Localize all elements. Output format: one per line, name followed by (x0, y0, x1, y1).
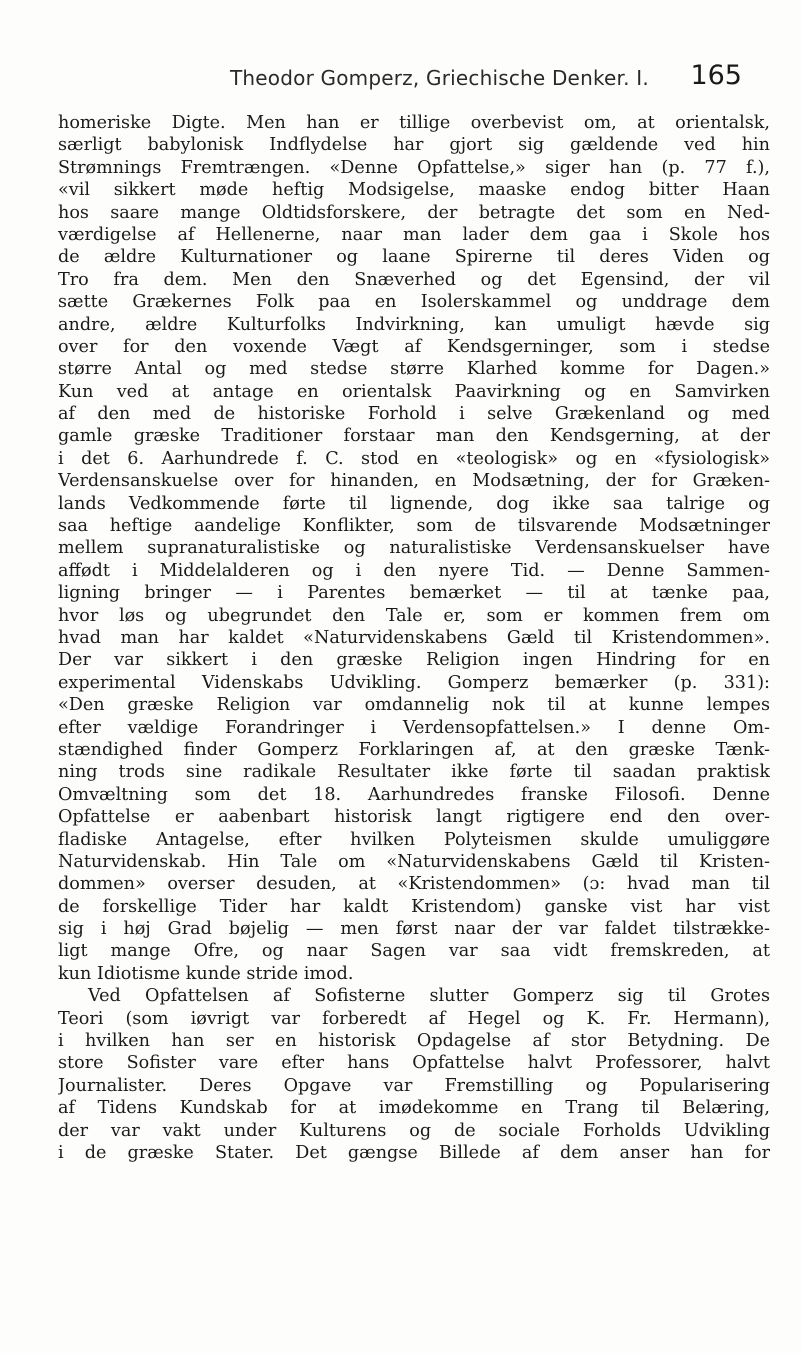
text-line: lands Vedkommende førte til lignende, dog ikke saa talrige og (58, 493, 770, 514)
text-line: fladiske Antagelse, efter hvilken Polyteismen skulde umuliggøre (58, 829, 770, 850)
text-line: over for den voxende Vægt af Kendsgerninger, som i stedse (58, 336, 770, 357)
text-line: værdigelse af Hellenerne, naar man lader dem gaa i Skole hos (58, 224, 770, 245)
text-line: experimental Videnskabs Udvikling. Gomperz bemærker (p. 331): (58, 672, 770, 693)
text-line: efter vældige Forandringer i Verdensopfattelsen.» I denne Om- (58, 717, 770, 738)
text-line: ligt mange Ofre, og naar Sagen var saa vidt fremskreden, at (58, 941, 770, 962)
text-line: ning trods sine radikale Resultater ikke førte til saadan praktisk (58, 762, 770, 783)
text-line: hvad man har kaldet «Naturvidenskabens Gæld til Kristendommen». (58, 627, 770, 648)
text-line: af Tidens Kundskab for at imødekomme en Trang til Belæring, (58, 1098, 770, 1119)
text-line: Ved Opfattelsen af Sofisterne slutter Gomperz sig til Grotes (88, 986, 770, 1007)
text-line: sig i høj Grad bøjelig — men først naar der var faldet tilstrække- (58, 919, 770, 940)
text-line: «Den græske Religion var omdannelig nok til at kunne lempes (58, 695, 770, 716)
text-line: hvor løs og ubegrundet den Tale er, som er kommen frem om (58, 605, 770, 626)
text-line: Omvæltning som det 18. Aarhundredes franske Filosofi. Denne (58, 784, 770, 805)
header-title: Theodor Gomperz, Griechische Denker. I. (230, 66, 649, 90)
text-line: dommen» overser desuden, at «Kristendommen» (ɔ: hvad man til (58, 874, 770, 895)
text-line: i det 6. Aarhundrede f. C. stod en «teologisk» og en «fysiologisk» (58, 448, 770, 469)
text-line: ligning bringer — i Parentes bemærket — til at tænke paa, (58, 583, 770, 604)
text-line: Naturvidenskab. Hin Tale om «Naturvidenskabens Gæld til Kristen- (58, 851, 770, 872)
text-line: særligt babylonisk Indflydelse har gjort sig gældende ved hin (58, 135, 770, 156)
text-line: kun Idiotisme kunde stride imod. (58, 963, 354, 984)
text-line: i de græske Stater. Det gængse Billede af dem anser han for (58, 1142, 770, 1163)
text-line: stændighed finder Gomperz Forklaringen af, at den græske Tænk- (58, 739, 770, 760)
text-line: Tro fra dem. Men den Snæverhed og det Egensind, der vil (58, 269, 770, 290)
text-line: affødt i Middelalderen og i den nyere Tid. — Denne Sammen- (58, 560, 770, 581)
running-header (58, 60, 770, 94)
page-number: 165 (690, 60, 742, 91)
text-line: sætte Grækernes Folk paa en Isolerskammel og unddrage dem (58, 292, 770, 313)
text-line: Kun ved at antage en orientalsk Paavirkning og en Samvirken (58, 381, 770, 402)
text-line: de forskellige Tider har kaldt Kristendom) ganske vist har vist (58, 896, 770, 917)
text-line: Teori (som iøvrigt var forberedt af Hegel og K. Fr. Hermann), (58, 1008, 770, 1029)
text-line: Der var sikkert i den græske Religion ingen Hindring for en (58, 650, 770, 671)
text-line: mellem supranaturalistiske og naturalistiske Verdensanskuelser have (58, 538, 770, 559)
text-line: Opfattelse er aabenbart historisk langt rigtigere end den over- (58, 807, 770, 828)
text-line: større Antal og med stedse større Klarhed komme for Dagen.» (58, 359, 770, 380)
text-line: Strømnings Fremtrængen. «Denne Opfattelse,» siger han (p. 77 f.), (58, 157, 770, 178)
text-line: i hvilken han ser en historisk Opdagelse af stor Betydning. De (58, 1031, 770, 1052)
text-line: «vil sikkert møde heftig Modsigelse, maaske endog bitter Haan (58, 180, 770, 201)
text-line: Verdensanskuelse over for hinanden, en Modsætning, der for Græken- (58, 471, 770, 492)
text-line: saa heftige aandelige Konflikter, som de tilsvarende Modsætninger (58, 516, 770, 537)
text-line: Journalister. Deres Opgave var Fremstilling og Popularisering (58, 1075, 770, 1096)
text-line: store Sofister vare efter hans Opfattelse halvt Professorer, halvt (58, 1053, 770, 1074)
body-text (58, 112, 770, 1164)
text-line: de ældre Kulturnationer og laane Spirerne til deres Viden og (58, 247, 770, 268)
text-line: hos saare mange Oldtidsforskere, der betragte det som en Ned- (58, 202, 770, 223)
text-line: homeriske Digte. Men han er tillige overbevist om, at orientalsk, (58, 113, 770, 133)
text-line: af den med de historiske Forhold i selve Grækenland og med (58, 404, 770, 425)
text-line: gamle græske Traditioner forstaar man den Kendsgerning, at der (58, 426, 770, 447)
text-line: der var vakt under Kulturens og de sociale Forholds Udvikling (58, 1120, 770, 1141)
text-line: andre, ældre Kulturfolks Indvirkning, kan umuligt hævde sig (58, 314, 770, 335)
